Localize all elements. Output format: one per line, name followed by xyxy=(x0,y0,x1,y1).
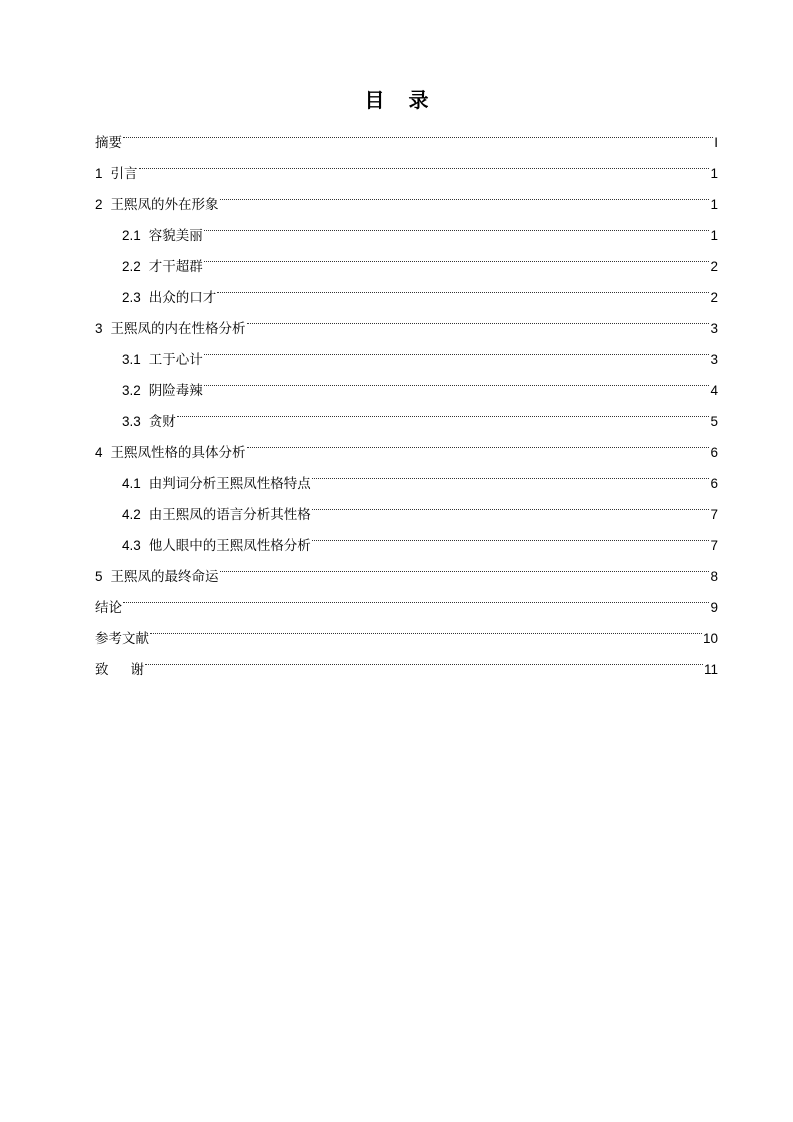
toc-entry-label: 王熙凤性格的具体分析 xyxy=(110,445,246,461)
toc-page-number: I xyxy=(714,135,718,150)
toc-page-number: 1 xyxy=(710,228,718,243)
toc-dot-leader xyxy=(123,581,709,612)
toc-entry-number: 5 xyxy=(95,569,103,584)
toc-entry-label-char-2: 谢 xyxy=(130,662,144,678)
toc-entry-number: 3.3 xyxy=(122,414,141,429)
toc-entry-label: 摘要 xyxy=(95,135,122,151)
toc-page-number: 7 xyxy=(710,538,718,553)
toc-entry-label: 参考文献 xyxy=(95,631,149,647)
toc-dot-leader xyxy=(204,364,710,395)
toc-entry-label: 贪财 xyxy=(148,414,176,430)
toc-dot-leader xyxy=(139,147,710,178)
toc-entry-number: 4.2 xyxy=(122,507,141,522)
toc-page-number: 2 xyxy=(710,290,718,305)
toc-entry-label: 结论 xyxy=(95,600,122,616)
toc-entry-label: 由判词分析王熙凤性格特点 xyxy=(148,476,311,492)
toc-entry-label: 容貌美丽 xyxy=(148,228,203,244)
toc-entry-number: 3.2 xyxy=(122,383,141,398)
toc-title-char-1: 目 xyxy=(364,88,385,113)
toc-page-number: 3 xyxy=(710,321,718,336)
toc-entry-label: 由王熙凤的语言分析其性格 xyxy=(148,507,311,523)
toc-page-number: 3 xyxy=(710,352,718,367)
toc-entry-number: 4.1 xyxy=(122,476,141,491)
toc-entry-number: 4.3 xyxy=(122,538,141,553)
toc-page-number: 1 xyxy=(710,166,718,181)
toc-entry-label: 阴险毒辣 xyxy=(148,383,203,399)
toc-entry-label: 王熙凤的内在性格分析 xyxy=(110,321,246,337)
toc-dot-leader xyxy=(247,302,710,333)
toc-dot-leader xyxy=(247,426,710,457)
toc-page-number: 9 xyxy=(710,600,718,615)
toc-entry-label: 引言 xyxy=(110,166,138,182)
toc-dot-leader xyxy=(177,395,710,426)
toc-entry-references[interactable] xyxy=(95,612,718,647)
toc-entry-conclusion[interactable] xyxy=(95,581,718,616)
toc-page-number: 4 xyxy=(710,383,718,398)
toc-title-char-2: 录 xyxy=(408,88,429,113)
toc-page-number: 6 xyxy=(710,476,718,491)
toc-title xyxy=(0,85,793,115)
toc-entry-introduction[interactable] xyxy=(95,147,718,182)
toc-page-number: 7 xyxy=(710,507,718,522)
toc-page-number: 11 xyxy=(703,662,718,677)
toc-dot-leader xyxy=(204,209,710,240)
toc-entry-label xyxy=(95,655,144,686)
toc-page-number: 10 xyxy=(702,631,718,646)
toc-entry-label: 才干超群 xyxy=(148,259,203,275)
toc-entry-label: 王熙凤的外在形象 xyxy=(110,197,219,213)
toc-entry-number: 3 xyxy=(95,321,103,336)
toc-dot-leader xyxy=(204,240,710,271)
toc-dot-leader xyxy=(312,519,710,550)
toc-entry-label: 出众的口才 xyxy=(148,290,217,306)
toc-dot-leader xyxy=(150,612,702,643)
toc-dot-leader xyxy=(145,643,703,674)
toc-dot-leader xyxy=(220,550,710,581)
toc-entry-abstract[interactable] xyxy=(95,116,718,151)
toc-dot-leader xyxy=(123,116,713,147)
toc-list xyxy=(95,116,718,678)
toc-page-number: 1 xyxy=(710,197,718,212)
toc-entry-chapter-4[interactable] xyxy=(95,426,718,461)
toc-entry-number: 2.2 xyxy=(122,259,141,274)
toc-page-number: 5 xyxy=(710,414,718,429)
toc-dot-leader xyxy=(217,271,709,302)
toc-page-number: 2 xyxy=(710,259,718,274)
toc-entry-label: 王熙凤的最终命运 xyxy=(110,569,219,585)
toc-entry-section-3-3[interactable] xyxy=(95,395,718,430)
toc-page-number: 6 xyxy=(710,445,718,460)
toc-entry-number: 3.1 xyxy=(122,352,141,367)
toc-entry-number: 2 xyxy=(95,197,103,212)
toc-entry-label: 他人眼中的王熙凤性格分析 xyxy=(148,538,311,554)
toc-entry-number: 2.1 xyxy=(122,228,141,243)
toc-entry-number: 1 xyxy=(95,166,103,181)
toc-page-number: 8 xyxy=(710,569,718,584)
toc-entry-acknowledgements[interactable] xyxy=(95,643,718,678)
toc-dot-leader xyxy=(204,333,710,364)
toc-entry-label: 工于心计 xyxy=(148,352,203,368)
toc-dot-leader xyxy=(220,178,710,209)
toc-dot-leader xyxy=(312,488,710,519)
toc-dot-leader xyxy=(312,457,710,488)
toc-entry-chapter-2[interactable] xyxy=(95,178,718,213)
toc-entry-label-char-1: 致 xyxy=(95,662,109,678)
toc-entry-number: 4 xyxy=(95,445,103,460)
toc-entry-number: 2.3 xyxy=(122,290,141,305)
